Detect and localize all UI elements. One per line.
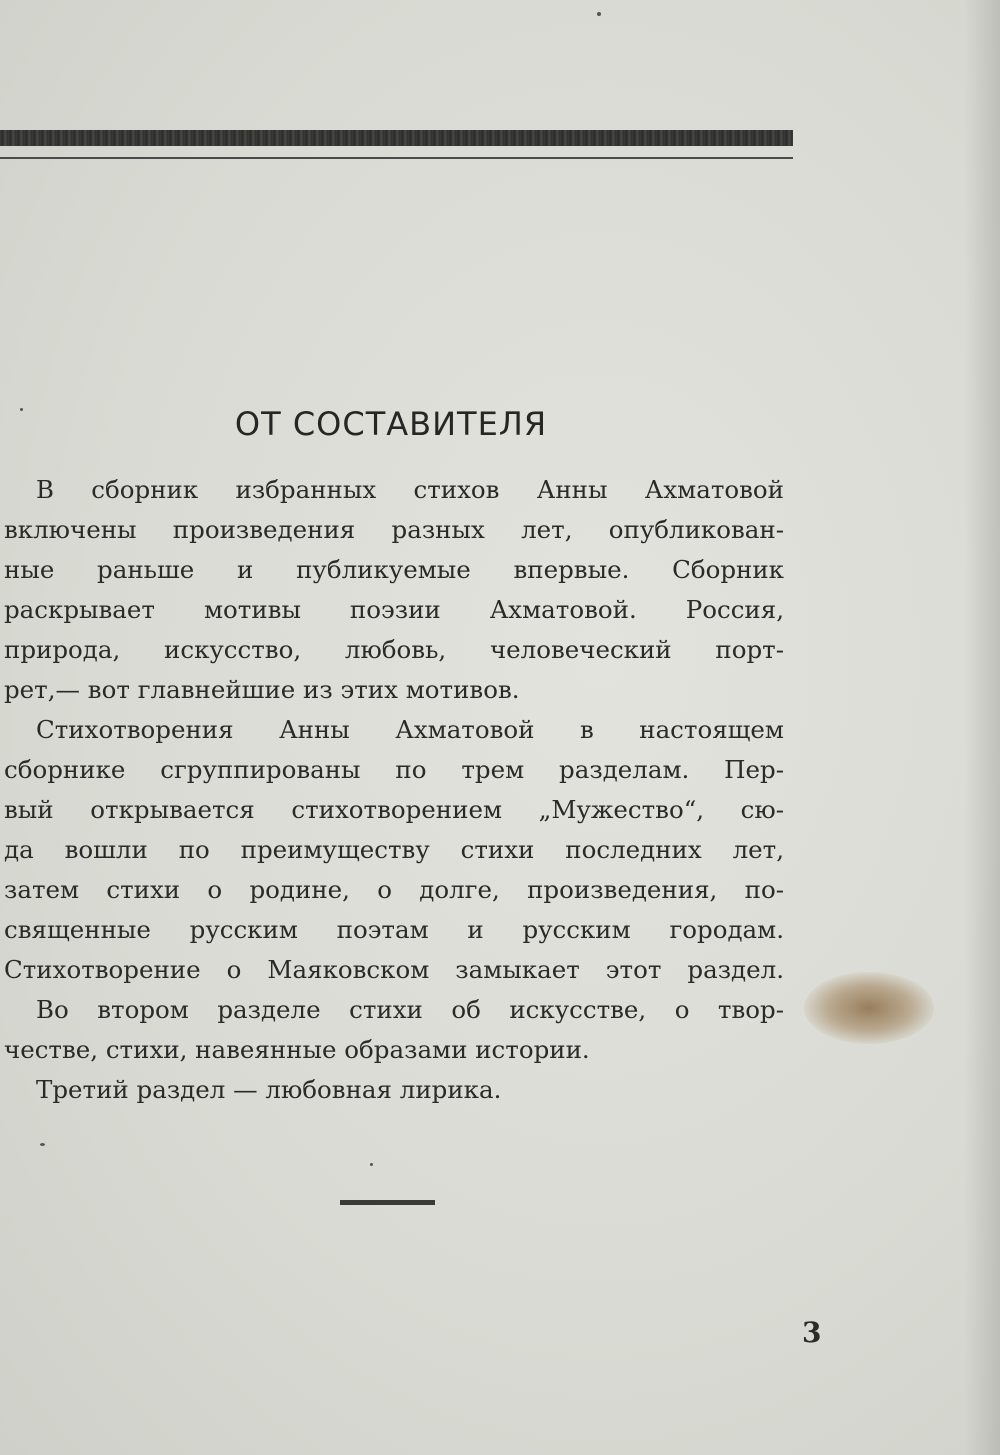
text-line: затем стихи о родине, о долге, произведения, по- bbox=[4, 875, 784, 904]
text-line: Третий раздел — любовная лирика. bbox=[36, 1075, 502, 1104]
header-rule-thick bbox=[0, 130, 793, 146]
paper-speck bbox=[597, 12, 601, 16]
text-line: да вошли по преимуществу стихи последних лет, bbox=[4, 835, 784, 864]
text-line: раскрывает мотивы поэзии Ахматовой. Россия, bbox=[4, 595, 784, 624]
text-line: Во втором разделе стихи об искусстве, о твор- bbox=[36, 995, 784, 1024]
text-line: Стихотворение о Маяковском замыкает этот раздел. bbox=[4, 955, 784, 984]
text-line: рет,— вот главнейшие из этих мотивов. bbox=[4, 675, 520, 704]
body-text bbox=[4, 470, 784, 1110]
section-end-rule bbox=[340, 1200, 435, 1205]
header-rule-thin bbox=[0, 157, 793, 159]
paper-stain bbox=[804, 972, 934, 1044]
paper-speck bbox=[40, 1143, 45, 1146]
text-line: Стихотворения Анны Ахматовой в настоящем bbox=[36, 715, 784, 744]
paper-speck bbox=[20, 408, 23, 411]
text-line: священные русским поэтам и русским городам. bbox=[4, 915, 784, 944]
text-line: вый открывается стихотворением „Мужество“, сю- bbox=[4, 795, 784, 824]
section-heading: ОТ СОСТАВИТЕЛЯ bbox=[234, 405, 548, 443]
text-line: честве, стихи, навеянные образами истории. bbox=[4, 1035, 590, 1064]
text-line: сборнике сгруппированы по трем разделам. Пер- bbox=[4, 755, 784, 784]
page-number: 3 bbox=[802, 1316, 822, 1349]
text-line: В сборник избранных стихов Анны Ахматовой bbox=[36, 475, 784, 504]
page-edge-shadow bbox=[964, 0, 1000, 1455]
text-line: природа, искусство, любовь, человеческий порт- bbox=[4, 635, 784, 664]
text-line: ные раньше и публикуемые впервые. Сборник bbox=[4, 555, 784, 584]
text-line: включены произведения разных лет, опубликован- bbox=[4, 515, 784, 544]
paper-speck bbox=[370, 1163, 373, 1166]
